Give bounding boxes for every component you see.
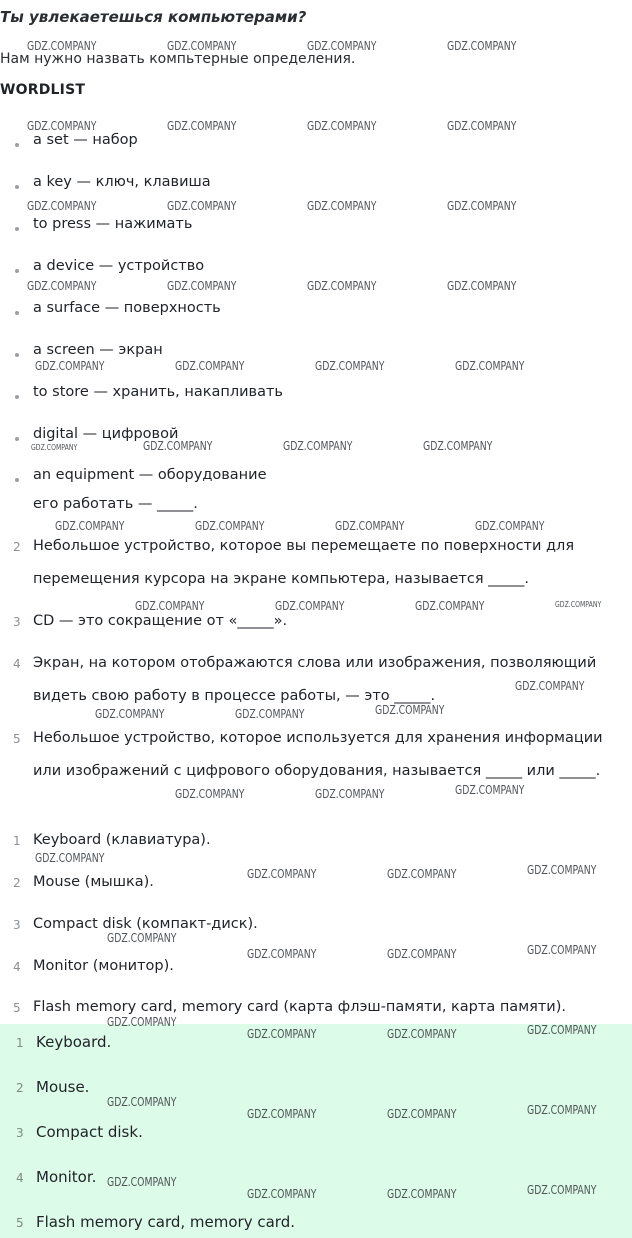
list-item-text: a device — устройство: [33, 258, 205, 274]
task-text: Небольшое устройство, которое вы перемещаете по поверхности для: [33, 538, 575, 554]
task-text: CD — это сокращение от «_____».: [33, 613, 288, 629]
list-item-text: an equipment — оборудование: [33, 467, 267, 483]
watermark: GDZ.COMPANY: [247, 867, 317, 881]
task-text: Небольшое устройство, которое используется для хранения информации: [33, 730, 603, 746]
watermark: GDZ.COMPANY: [335, 519, 405, 533]
watermark: GDZ.COMPANY: [315, 787, 385, 801]
bullet-icon: [15, 227, 19, 231]
watermark: GDZ.COMPANY: [423, 439, 493, 453]
watermark: GDZ.COMPANY: [247, 947, 317, 961]
watermark: GDZ.COMPANY: [387, 867, 457, 881]
watermark: GDZ.COMPANY: [307, 279, 377, 293]
watermark: GDZ.COMPANY: [275, 599, 345, 613]
watermark: GDZ.COMPANY: [143, 439, 213, 453]
list-item-text: digital — цифровой: [33, 426, 179, 442]
answer-text: Keyboard.: [36, 1033, 112, 1051]
watermark: GDZ.COMPANY: [247, 1107, 317, 1121]
list-item-text: a key — ключ, клавиша: [33, 174, 211, 190]
watermark: GDZ.COMPANY: [167, 119, 237, 133]
watermark: GDZ.COMPANY: [35, 851, 105, 865]
task-text: видеть свою работу в процессе работы, — это _____.: [33, 688, 436, 704]
task-number: 5: [13, 732, 21, 746]
list-number: 4: [13, 960, 21, 974]
watermark: GDZ.COMPANY: [107, 1095, 177, 1109]
watermark: GDZ.COMPANY: [175, 359, 245, 373]
page-subtitle: Нам нужно назвать компьтерные определения.: [0, 51, 356, 67]
answer-number: 5: [16, 1216, 24, 1230]
list-item-text: a set — набор: [33, 132, 138, 148]
watermark: GDZ.COMPANY: [107, 1175, 177, 1189]
task-text: Экран, на котором отображаются слова или изображения, позволяющий: [33, 655, 597, 671]
list-item-text: Flash memory card, memory card (карта флэш-памяти, карта памяти).: [33, 999, 566, 1015]
wordlist-heading: WORDLIST: [0, 82, 86, 98]
list-number: 1: [13, 834, 21, 848]
list-item-text: to store — хранить, накапливать: [33, 384, 283, 400]
list-number: 3: [13, 918, 21, 932]
watermark: GDZ.COMPANY: [35, 359, 105, 373]
watermark: GDZ.COMPANY: [515, 679, 585, 693]
answer-number: 3: [16, 1126, 24, 1140]
bullet-icon: [15, 269, 19, 273]
answer-number: 4: [16, 1171, 24, 1185]
watermark: GDZ.COMPANY: [31, 443, 78, 452]
watermark: GDZ.COMPANY: [247, 1027, 317, 1041]
answer-number: 2: [16, 1081, 24, 1095]
answer-text: Compact disk.: [36, 1123, 143, 1141]
watermark: GDZ.COMPANY: [135, 599, 205, 613]
task-text: или изображений с цифрового оборудования, называется _____ или _____.: [33, 763, 601, 779]
list-item-text: a surface — поверхность: [33, 300, 221, 316]
watermark: GDZ.COMPANY: [195, 519, 265, 533]
watermark: GDZ.COMPANY: [447, 199, 517, 213]
watermark: GDZ.COMPANY: [527, 1023, 597, 1037]
bullet-icon: [15, 395, 19, 399]
list-item-text: Mouse (мышка).: [33, 874, 154, 890]
watermark: GDZ.COMPANY: [375, 703, 445, 717]
answer-text: Flash memory card, memory card.: [36, 1213, 295, 1231]
watermark: GDZ.COMPANY: [27, 279, 97, 293]
watermark: GDZ.COMPANY: [447, 119, 517, 133]
watermark: GDZ.COMPANY: [95, 707, 165, 721]
watermark: GDZ.COMPANY: [447, 39, 517, 53]
bullet-icon: [15, 311, 19, 315]
watermark: GDZ.COMPANY: [455, 783, 525, 797]
task-number: 3: [13, 615, 21, 629]
watermark: GDZ.COMPANY: [527, 1103, 597, 1117]
answer-number: 1: [16, 1036, 24, 1050]
bullet-icon: [15, 478, 19, 482]
watermark: GDZ.COMPANY: [387, 947, 457, 961]
task-fragment: его работать — _____.: [33, 496, 198, 512]
watermark: GDZ.COMPANY: [307, 119, 377, 133]
page-title: Ты увлекаетешься компьютерами?: [0, 8, 307, 26]
list-item-text: to press — нажимать: [33, 216, 193, 232]
list-item-text: Compact disk (компакт-диск).: [33, 916, 258, 932]
task-number: 4: [13, 657, 21, 671]
watermark: GDZ.COMPANY: [387, 1107, 457, 1121]
task-number: 2: [13, 540, 21, 554]
bullet-icon: [15, 437, 19, 441]
watermark: GDZ.COMPANY: [27, 199, 97, 213]
watermark: GDZ.COMPANY: [247, 1187, 317, 1201]
watermark: GDZ.COMPANY: [307, 199, 377, 213]
watermark: GDZ.COMPANY: [387, 1187, 457, 1201]
watermark: GDZ.COMPANY: [555, 600, 602, 609]
watermark: GDZ.COMPANY: [527, 943, 597, 957]
bullet-icon: [15, 185, 19, 189]
watermark: GDZ.COMPANY: [107, 1015, 177, 1029]
watermark: GDZ.COMPANY: [27, 119, 97, 133]
watermark: GDZ.COMPANY: [307, 39, 377, 53]
watermark: GDZ.COMPANY: [283, 439, 353, 453]
watermark: GDZ.COMPANY: [315, 359, 385, 373]
watermark: GDZ.COMPANY: [27, 39, 97, 53]
list-item-text: Monitor (монитор).: [33, 958, 174, 974]
watermark: GDZ.COMPANY: [167, 279, 237, 293]
answer-text: Mouse.: [36, 1078, 90, 1096]
watermark: GDZ.COMPANY: [527, 863, 597, 877]
watermark: GDZ.COMPANY: [447, 279, 517, 293]
watermark: GDZ.COMPANY: [387, 1027, 457, 1041]
list-item-text: Keyboard (клавиатура).: [33, 832, 211, 848]
bullet-icon: [15, 353, 19, 357]
watermark: GDZ.COMPANY: [167, 199, 237, 213]
watermark: GDZ.COMPANY: [175, 787, 245, 801]
watermark: GDZ.COMPANY: [167, 39, 237, 53]
list-item-text: a screen — экран: [33, 342, 163, 358]
task-text: перемещения курсора на экране компьютера, называется _____.: [33, 571, 530, 587]
watermark: GDZ.COMPANY: [415, 599, 485, 613]
bullet-icon: [15, 143, 19, 147]
answer-text: Monitor.: [36, 1168, 97, 1186]
list-number: 2: [13, 876, 21, 890]
watermark: GDZ.COMPANY: [527, 1183, 597, 1197]
watermark: GDZ.COMPANY: [235, 707, 305, 721]
watermark: GDZ.COMPANY: [107, 931, 177, 945]
watermark: GDZ.COMPANY: [455, 359, 525, 373]
list-number: 5: [13, 1001, 21, 1015]
watermark: GDZ.COMPANY: [55, 519, 125, 533]
watermark: GDZ.COMPANY: [475, 519, 545, 533]
